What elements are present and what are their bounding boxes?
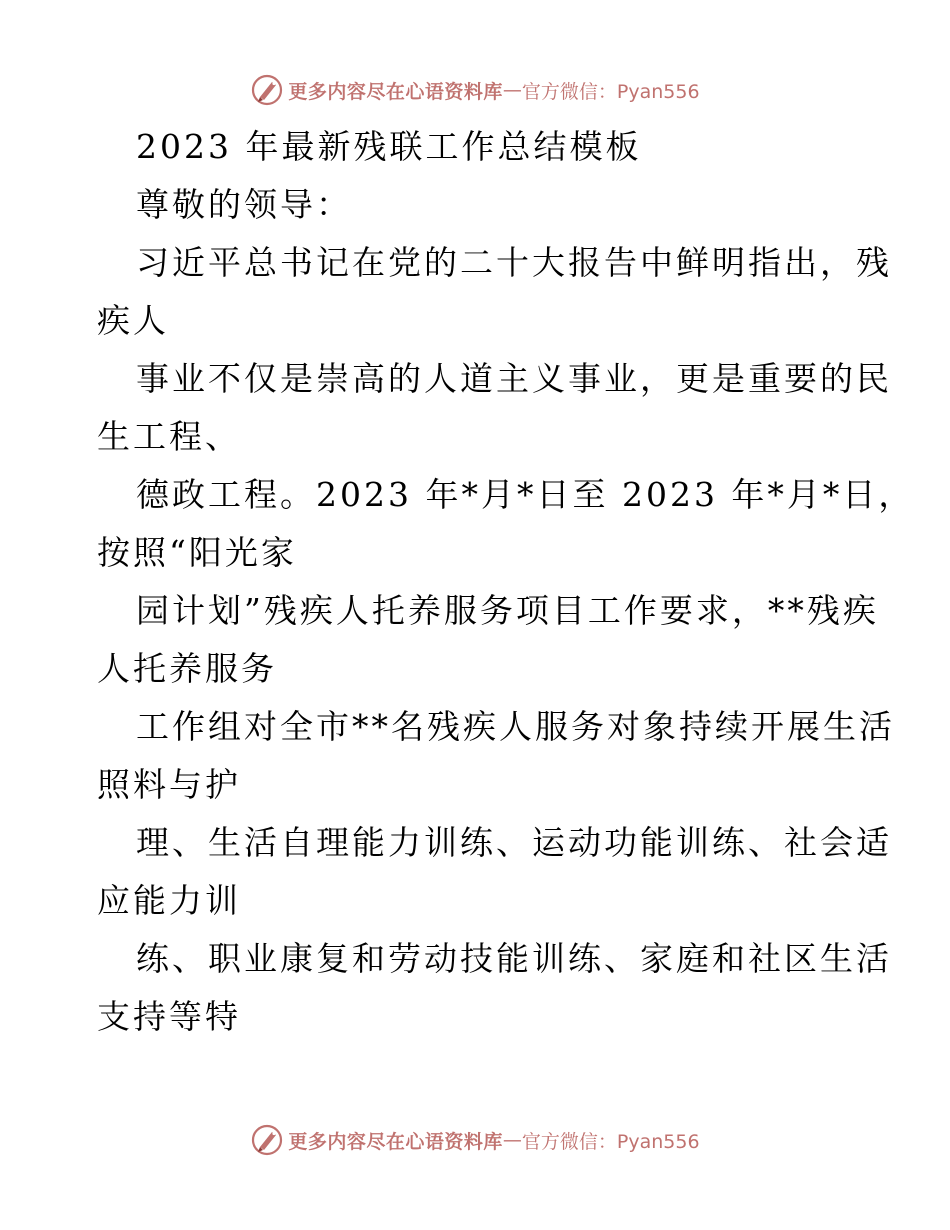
body-line: 园计划”残疾人托养服务项目工作要求，**残疾 [136,591,879,630]
body-line: 支持等特 [97,997,241,1036]
document-body [97,118,915,1046]
body-line: 人托养服务 [97,649,277,688]
salutation: 尊敬的领导： [136,185,352,224]
watermark-brand: 更多内容尽在心语资料库 [288,1130,503,1153]
body-line: 生工程、 [97,417,241,456]
footer-watermark [0,1120,950,1160]
body-line: 德政工程。2023 年*月*日至 2023 年*月*日， [136,475,915,514]
body-line: 疾人 [97,301,169,340]
pen-logo-icon [250,73,284,107]
body-line: 习近平总书记在党的二十大报告中鲜明指出，残 [136,243,892,282]
body-line: 练、职业康复和劳动技能训练、家庭和社区生活 [136,939,892,978]
header-watermark [0,70,950,110]
body-line: 理、生活自理能力训练、运动功能训练、社会适 [136,823,892,862]
body-line: 工作组对全市**名残疾人服务对象持续开展生活 [136,707,895,746]
watermark-brand: 更多内容尽在心语资料库 [288,80,503,103]
watermark-dash: — [502,1129,522,1151]
watermark-dash: — [502,79,522,101]
body-line: 事业不仅是崇高的人道主义事业，更是重要的民 [136,359,892,398]
doc-title: 2023 年最新残联工作总结模板 [136,127,642,166]
watermark-wechat: 官方微信：Pyan556 [521,1130,700,1153]
pen-logo-icon [250,1123,284,1157]
body-line: 按照“阳光家 [97,533,297,572]
body-line: 照料与护 [97,765,241,804]
watermark-wechat: 官方微信：Pyan556 [521,80,700,103]
body-line: 应能力训 [97,881,241,920]
